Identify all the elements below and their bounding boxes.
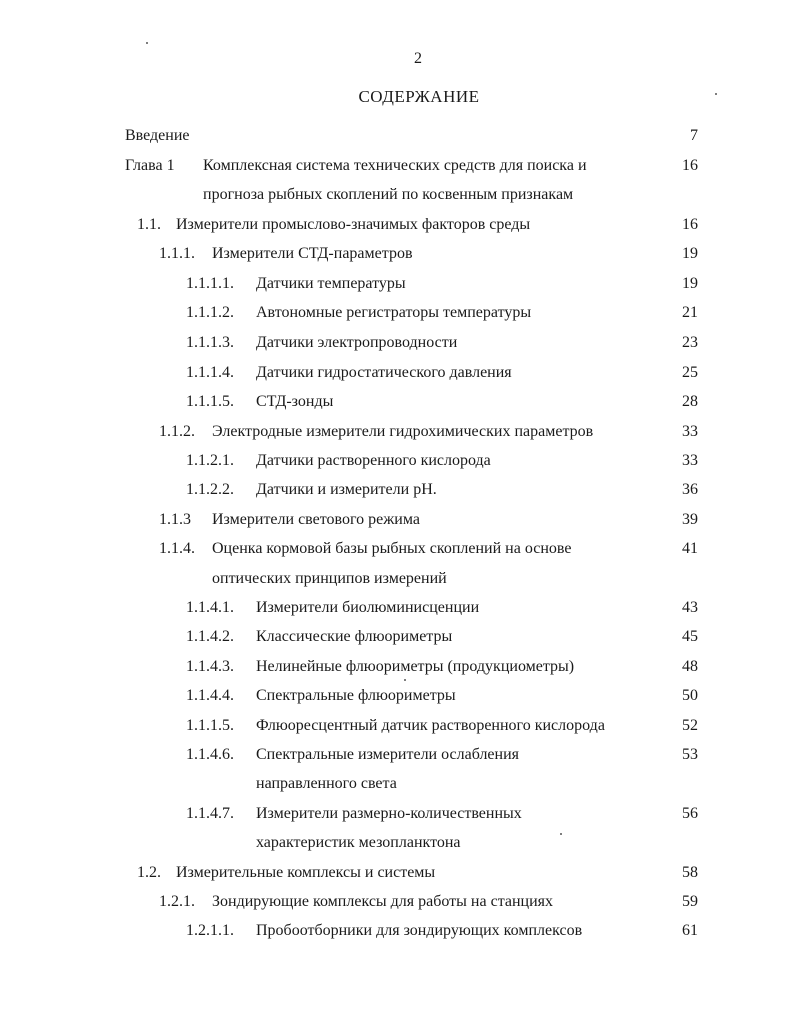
toc-entry-page: 36 (682, 481, 698, 498)
scan-speck (404, 679, 406, 681)
toc-entry-page: 45 (682, 628, 698, 645)
toc-entry (0, 744, 791, 766)
toc-entry-text: направленного света (256, 775, 397, 792)
toc-entry-page: 50 (682, 687, 698, 704)
toc-entry-text: прогноза рыбных скоплений по косвенным признакам (203, 186, 574, 203)
toc-entry (0, 391, 791, 413)
toc-entry-number: 1.1.2.1. (186, 452, 234, 469)
scan-speck (146, 42, 148, 44)
toc-entry-number: 1.1.2. (159, 423, 195, 440)
toc-entry-continuation (0, 568, 791, 590)
toc-entry-page: 16 (682, 157, 698, 174)
toc-entry (0, 656, 791, 678)
toc-entry (0, 538, 791, 560)
toc-entry-page: 7 (690, 127, 698, 144)
toc-entry-number: 1.1.4. (159, 540, 195, 557)
toc-entry-page: 59 (682, 893, 698, 910)
toc-entry-text: Измерительные комплексы и системы (176, 864, 436, 881)
toc-entry-page: 43 (682, 599, 698, 616)
toc-entry-page: 39 (682, 511, 698, 528)
toc-entry-continuation (0, 184, 791, 206)
toc-entry-number: Глава 1 (125, 157, 175, 174)
scan-speck (560, 833, 562, 835)
toc-entry-text: Датчики растворенного кислорода (256, 452, 491, 469)
toc-entry-page: 19 (682, 245, 698, 262)
toc-entry-number: 1.1. (137, 216, 161, 233)
toc-entry-page: 21 (682, 304, 698, 321)
toc-entry (0, 509, 791, 531)
toc-entry (0, 332, 791, 354)
toc-entry-number: 1.1.1.5. (186, 393, 234, 410)
toc-entry-number: 1.2.1.1. (186, 922, 234, 939)
toc-entry-text: Флюоресцентный датчик растворенного кислорода (256, 717, 605, 734)
toc-entry (0, 920, 791, 942)
toc-entry-text: Введение (125, 127, 190, 144)
toc-entry-page: 16 (682, 216, 698, 233)
toc-entry (0, 243, 791, 265)
toc-entry (0, 450, 791, 472)
toc-entry-continuation (0, 773, 791, 795)
toc-entry-page: 25 (682, 364, 698, 381)
toc-entry-page: 48 (682, 658, 698, 675)
toc-entry-text: Нелинейные флюориметры (продукциометры) (256, 658, 575, 675)
toc-entry-number: 1.2. (137, 864, 161, 881)
toc-entry-text: Измерители светового режима (212, 511, 420, 528)
toc-entry-page: 41 (682, 540, 698, 557)
toc-entry-number: 1.1.1.1. (186, 275, 234, 292)
toc-entry-text: Датчики электропроводности (256, 334, 458, 351)
toc-entry-number: 1.1.4.1. (186, 599, 234, 616)
toc-entry-text: Датчики гидростатического давления (256, 364, 512, 381)
toc-entry-page: 56 (682, 805, 698, 822)
toc-entry-number: 1.1.4.7. (186, 805, 234, 822)
toc-entry-page: 19 (682, 275, 698, 292)
toc-entry-text: характеристик мезопланктона (256, 834, 461, 851)
toc-entry-number: 1.1.4.2. (186, 628, 234, 645)
toc-entry-text: Электродные измерители гидрохимических параметров (212, 423, 594, 440)
toc-entry-text: Измерители биолюминисценции (256, 599, 480, 616)
toc-entry-number: 1.1.1.3. (186, 334, 234, 351)
toc-entry-text: Спектральные измерители ослабления (256, 746, 520, 763)
toc-entry-text: Датчики температуры (256, 275, 406, 292)
toc-entry-number: 1.1.4.4. (186, 687, 234, 704)
toc-entry (0, 597, 791, 619)
toc-entry-page: 23 (682, 334, 698, 351)
toc-entry-number: 1.1.3 (159, 511, 191, 528)
toc-entry (0, 273, 791, 295)
toc-entry-number: 1.1.1.4. (186, 364, 234, 381)
toc-entry (0, 302, 791, 324)
scan-speck (715, 93, 717, 95)
toc-entry-number: 1.1.1.2. (186, 304, 234, 321)
toc-entry-text: Спектральные флюориметры (256, 687, 456, 704)
toc-entry (0, 891, 791, 913)
page-title: СОДЕРЖАНИЕ (358, 87, 480, 106)
toc-entry-page: 61 (682, 922, 698, 939)
toc-entry-text: оптических принципов измерений (212, 570, 447, 587)
toc-entry-text: Оценка кормовой базы рыбных скоплений на основе (212, 540, 572, 557)
toc-entry (0, 626, 791, 648)
toc-entry (0, 803, 791, 825)
toc-entry-text: Комплексная система технических средств для поиска и (203, 157, 587, 174)
toc-entry-text: Зондирующие комплексы для работы на станциях (212, 893, 554, 910)
toc-entry (0, 715, 791, 737)
toc-entry-text: Измерители промыслово-значимых факторов среды (176, 216, 531, 233)
toc-entry-page: 33 (682, 423, 698, 440)
toc-entry (0, 862, 791, 884)
toc-entry-text: Автономные регистраторы температуры (256, 304, 532, 321)
page-number: 2 (414, 50, 422, 67)
toc-entry-page: 33 (682, 452, 698, 469)
toc-entry-page: 58 (682, 864, 698, 881)
toc-entry (0, 155, 791, 177)
toc-entry (0, 685, 791, 707)
toc-entry-continuation (0, 832, 791, 854)
toc-entry-text: Классические флюориметры (256, 628, 453, 645)
toc-entry-number: 1.1.1. (159, 245, 195, 262)
toc-entry-page: 28 (682, 393, 698, 410)
toc-entry-number: 1.1.4.3. (186, 658, 234, 675)
toc-entry (0, 479, 791, 501)
toc-entry-page: 52 (682, 717, 698, 734)
toc-entry-text: СТД-зонды (256, 393, 334, 410)
toc-entry (0, 125, 791, 147)
toc-entry-text: Пробоотборники для зондирующих комплексов (256, 922, 583, 939)
toc-entry-number: 1.1.1.5. (186, 717, 234, 734)
toc-entry (0, 362, 791, 384)
toc-entry-page: 53 (682, 746, 698, 763)
toc-entry (0, 214, 791, 236)
toc-entry-text: Датчики и измерители pH. (256, 481, 437, 498)
toc-entry-number: 1.1.2.2. (186, 481, 234, 498)
toc-entry-number: 1.1.4.6. (186, 746, 234, 763)
toc-entry-text: Измерители размерно-количественных (256, 805, 522, 822)
toc-entry (0, 421, 791, 443)
toc-entry-number: 1.2.1. (159, 893, 195, 910)
toc-entry-text: Измерители СТД-параметров (212, 245, 413, 262)
